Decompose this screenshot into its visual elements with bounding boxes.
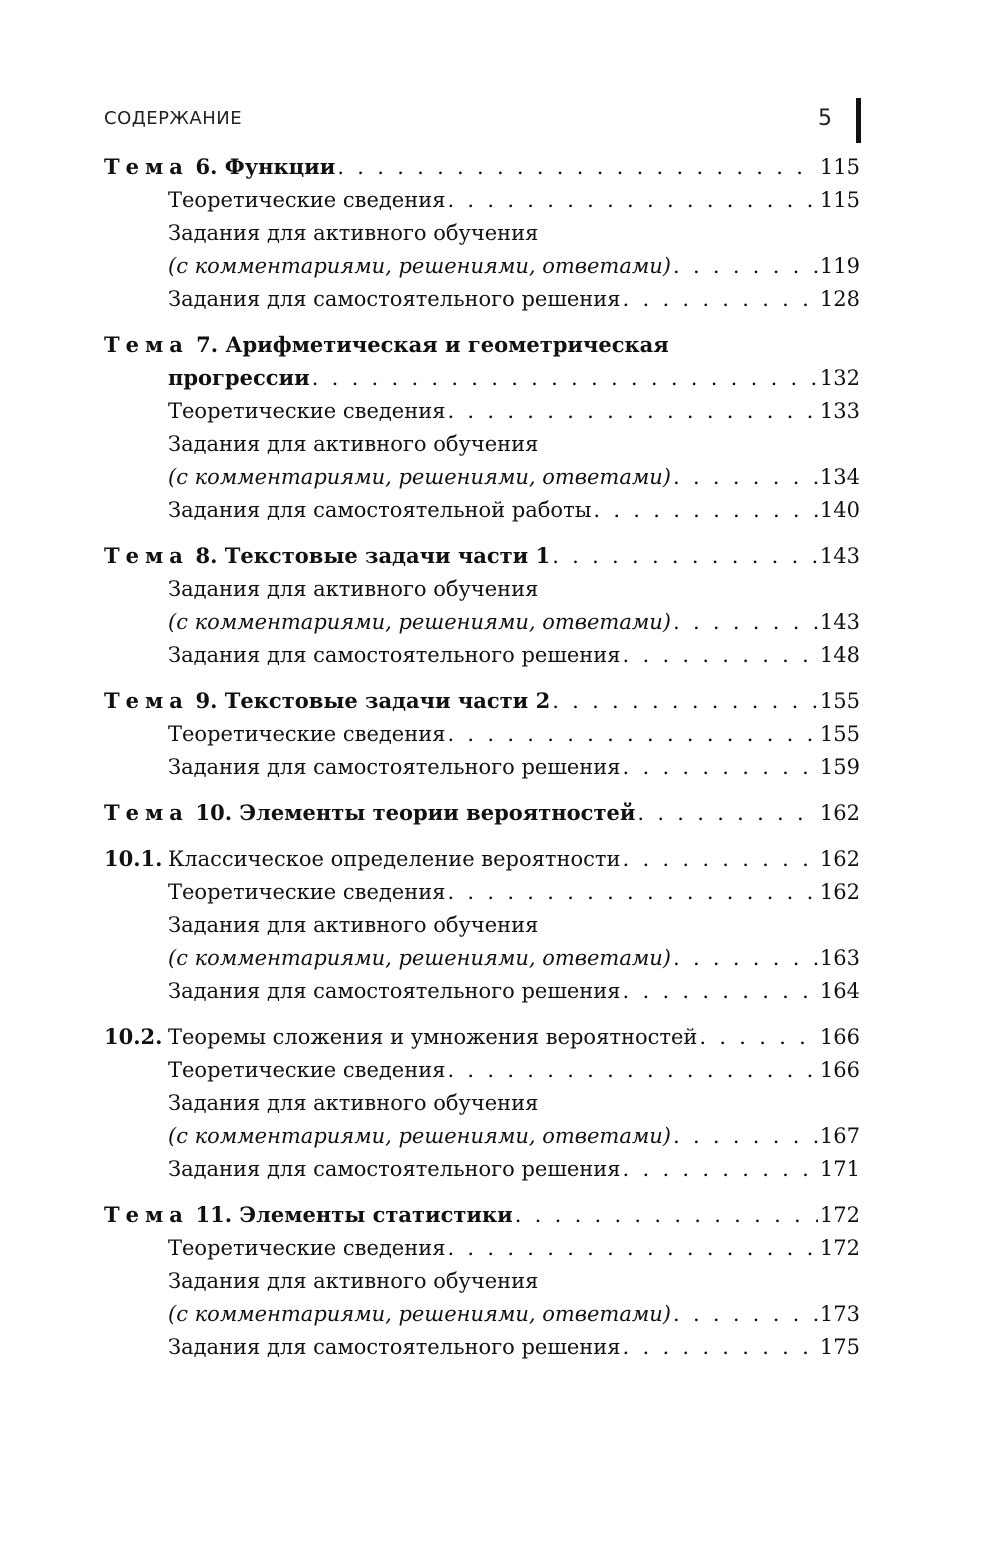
topic-word: Тема <box>104 800 189 825</box>
dot-leader <box>447 184 817 217</box>
topic-word: Тема <box>104 543 189 568</box>
topic-title: 6. Функции <box>195 154 336 179</box>
dot-leader <box>515 1199 818 1232</box>
entry-detail: (с комментариями, решениями, ответами) <box>168 1302 671 1326</box>
page-ref: 172 <box>819 1203 860 1227</box>
page-ref: 172 <box>819 1236 860 1260</box>
toc-entry[interactable] <box>104 796 860 830</box>
dot-leader <box>623 283 818 316</box>
page-number: 5 <box>818 106 832 131</box>
toc-entry[interactable] <box>104 1331 860 1364</box>
page-ref: 143 <box>819 610 860 634</box>
topic-word: Тема <box>104 688 189 713</box>
toc-entry[interactable] <box>104 539 860 573</box>
entry-label: Задания для самостоятельного решения <box>168 979 621 1003</box>
toc-topic-11 <box>104 1198 860 1364</box>
entry-label: Задания для активного обучения <box>168 913 539 937</box>
dot-leader <box>447 395 817 428</box>
toc-entry[interactable] <box>104 1020 860 1054</box>
toc-topic-6 <box>104 150 860 316</box>
page-ref: 115 <box>819 188 860 212</box>
toc-entry-title[interactable] <box>104 328 860 361</box>
entry-label: Задания для самостоятельной работы <box>168 498 592 522</box>
page-ref: 162 <box>819 801 860 825</box>
entry-label: Теоретические сведения <box>168 1058 446 1082</box>
toc-topic-10 <box>104 796 860 830</box>
entry-label: Теоретические сведения <box>168 399 446 423</box>
toc-entry[interactable] <box>104 876 860 909</box>
page-ref: 119 <box>819 254 860 278</box>
dot-leader <box>673 1120 818 1153</box>
toc-entry[interactable] <box>104 718 860 751</box>
topic-word: Тема <box>104 154 189 179</box>
page-ref: 171 <box>819 1157 860 1181</box>
topic-title: 10. Элементы теории вероятностей <box>195 800 636 825</box>
toc-entry[interactable] <box>104 684 860 718</box>
entry-label: Задания для самостоятельного решения <box>168 755 621 779</box>
page-ref: 167 <box>819 1124 860 1148</box>
entry-label: Теоретические сведения <box>168 1236 446 1260</box>
running-head: СОДЕРЖАНИЕ <box>104 108 243 129</box>
page-ref: 143 <box>819 544 860 568</box>
toc-entry[interactable] <box>104 283 860 316</box>
dot-leader <box>447 1232 817 1265</box>
page-ref: 175 <box>819 1335 860 1359</box>
section-number: 10.2. <box>104 1024 163 1049</box>
dot-leader <box>623 1331 818 1364</box>
dot-leader <box>673 461 818 494</box>
dot-leader <box>623 975 818 1008</box>
toc-entry[interactable] <box>104 1153 860 1186</box>
section-number: 10.1. <box>104 846 163 871</box>
topic-title: 8. Текстовые задачи части 1 <box>195 543 551 568</box>
entry-label: Задания для самостоятельного решения <box>168 1335 621 1359</box>
page-ref: 132 <box>819 366 860 390</box>
entry-label: Задания для самостоятельного решения <box>168 287 621 311</box>
toc-topic-7 <box>104 328 860 527</box>
toc-entry[interactable] <box>104 975 860 1008</box>
dot-leader <box>593 494 818 527</box>
dot-leader <box>447 718 817 751</box>
toc-entry[interactable] <box>104 250 860 283</box>
page-ref: 166 <box>819 1058 860 1082</box>
toc-topic-8 <box>104 539 860 672</box>
toc-entry[interactable] <box>104 842 860 876</box>
page-ref: 133 <box>819 399 860 423</box>
page-ref: 134 <box>819 465 860 489</box>
toc-entry[interactable] <box>104 395 860 428</box>
dot-leader <box>552 685 818 718</box>
page-ref: 164 <box>819 979 860 1003</box>
section-title: Теоремы сложения и умножения вероятностей <box>168 1025 698 1049</box>
page-ref: 115 <box>819 155 860 179</box>
topic-word: Тема <box>104 332 189 357</box>
toc-entry[interactable] <box>104 1054 860 1087</box>
dot-leader <box>623 751 818 784</box>
dot-leader <box>552 540 818 573</box>
entry-label: Теоретические сведения <box>168 188 446 212</box>
toc-entry[interactable] <box>104 1298 860 1331</box>
topic-title-continued: прогрессии <box>168 365 310 390</box>
entry-label: Задания для активного обучения <box>168 1269 539 1293</box>
page-ref: 159 <box>819 755 860 779</box>
dot-leader <box>312 362 818 395</box>
topic-title: 9. Текстовые задачи части 2 <box>195 688 551 713</box>
dot-leader <box>673 606 818 639</box>
toc-entry[interactable] <box>104 1232 860 1265</box>
page-ref: 163 <box>819 946 860 970</box>
dot-leader <box>447 1054 817 1087</box>
dot-leader <box>623 843 818 876</box>
dot-leader <box>637 797 818 830</box>
page-ref: 148 <box>819 643 860 667</box>
toc-entry[interactable] <box>104 639 860 672</box>
page-ref: 162 <box>819 880 860 904</box>
entry-label: Задания для активного обучения <box>168 221 539 245</box>
dot-leader <box>623 1153 818 1186</box>
toc-topic-9 <box>104 684 860 784</box>
dot-leader <box>673 942 818 975</box>
toc-entry[interactable] <box>104 1198 860 1232</box>
entry-detail: (с комментариями, решениями, ответами) <box>168 610 671 634</box>
toc-entry[interactable] <box>104 606 860 639</box>
toc-entry[interactable] <box>104 751 860 784</box>
toc-entry[interactable] <box>104 1120 860 1153</box>
toc-section-10-2 <box>104 1020 860 1186</box>
page-ref: 173 <box>819 1302 860 1326</box>
page-ref: 155 <box>819 689 860 713</box>
dot-leader <box>699 1021 818 1054</box>
dot-leader <box>673 1298 818 1331</box>
entry-detail: (с комментариями, решениями, ответами) <box>168 465 671 489</box>
dot-leader <box>673 250 818 283</box>
entry-label: Задания для самостоятельного решения <box>168 643 621 667</box>
page-edge-rule <box>856 98 861 143</box>
entry-label: Задания для самостоятельного решения <box>168 1157 621 1181</box>
entry-label: Задания для активного обучения <box>168 577 539 601</box>
table-of-contents <box>104 150 860 1376</box>
dot-leader <box>337 151 818 184</box>
topic-title: 7. Арифметическая и геометрическая <box>196 332 669 357</box>
entry-label: Теоретические сведения <box>168 880 446 904</box>
page-ref: 155 <box>819 722 860 746</box>
entry-label: Задания для активного обучения <box>168 1091 539 1115</box>
dot-leader <box>447 876 817 909</box>
toc-entry[interactable] <box>104 942 860 975</box>
toc-section-10-1 <box>104 842 860 1008</box>
toc-entry[interactable] <box>104 361 860 395</box>
page-ref: 140 <box>819 498 860 522</box>
dot-leader <box>623 639 818 672</box>
page-ref: 162 <box>819 847 860 871</box>
entry-label: Теоретические сведения <box>168 722 446 746</box>
entry-detail: (с комментариями, решениями, ответами) <box>168 1124 671 1148</box>
page-ref: 128 <box>819 287 860 311</box>
entry-label: Задания для активного обучения <box>168 432 539 456</box>
page-ref: 166 <box>819 1025 860 1049</box>
entry-detail: (с комментариями, решениями, ответами) <box>168 946 671 970</box>
toc-entry[interactable] <box>104 150 860 184</box>
toc-entry[interactable] <box>104 184 860 217</box>
toc-entry[interactable] <box>104 494 860 527</box>
topic-word: Тема <box>104 1202 189 1227</box>
topic-title: 11. Элементы статистики <box>195 1202 513 1227</box>
entry-detail: (с комментариями, решениями, ответами) <box>168 254 671 278</box>
toc-entry[interactable] <box>104 461 860 494</box>
section-title: Классическое определение вероятности <box>168 847 621 871</box>
